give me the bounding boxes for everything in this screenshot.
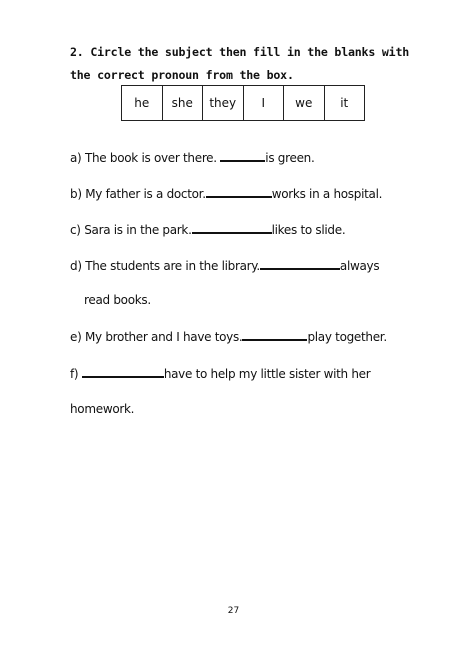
- blank-e[interactable]: [242, 329, 307, 341]
- blank-f[interactable]: [82, 366, 164, 378]
- page-number: 27: [227, 606, 240, 616]
- blank-d[interactable]: [260, 258, 340, 270]
- sentence-e-text: e) My brother and I have toys.: [70, 330, 243, 344]
- sentence-c-ending: likes to slide.: [271, 223, 346, 237]
- blank-a[interactable]: [220, 150, 265, 162]
- sentence-d: [70, 258, 379, 273]
- pronoun-we: we: [284, 86, 325, 120]
- pronoun-i: I: [244, 86, 285, 120]
- pronoun-he: he: [122, 86, 163, 120]
- exercise-heading-line-1: 2. Circle the subject then fill in the blanks with: [70, 45, 410, 59]
- sentence-e: [70, 329, 387, 344]
- pronoun-it: it: [340, 96, 349, 110]
- blank-b[interactable]: [206, 186, 272, 198]
- sentence-f: [70, 366, 370, 381]
- pronoun-box: [121, 85, 365, 121]
- sentence-d-text: d) The students are in the library.: [70, 259, 260, 273]
- exercise-heading-line-2: the correct pronoun from the box.: [70, 68, 294, 82]
- blank-c[interactable]: [192, 222, 272, 234]
- sentence-f-ending: have to help my little sister with her: [163, 367, 371, 381]
- sentence-d-ending: always: [339, 259, 380, 273]
- sentence-c: [70, 222, 345, 237]
- sentence-b-ending: works in a hospital.: [271, 187, 383, 201]
- sentence-c-text: c) Sara is in the park.: [70, 223, 192, 237]
- sentence-b-text: b) My father is a doctor.: [70, 187, 206, 201]
- pronoun-she: she: [163, 86, 204, 120]
- sentence-f-continuation: homework.: [70, 402, 135, 416]
- sentence-d-continuation: read books.: [84, 293, 151, 307]
- pronoun-they: they: [203, 86, 244, 120]
- sentence-a: [70, 150, 314, 165]
- sentence-b: [70, 186, 382, 201]
- sentence-a-ending: is green.: [265, 151, 315, 165]
- sentence-f-text: f): [70, 367, 82, 381]
- sentence-a-text: a) The book is over there.: [70, 151, 221, 165]
- sentence-e-ending: play together.: [307, 330, 387, 344]
